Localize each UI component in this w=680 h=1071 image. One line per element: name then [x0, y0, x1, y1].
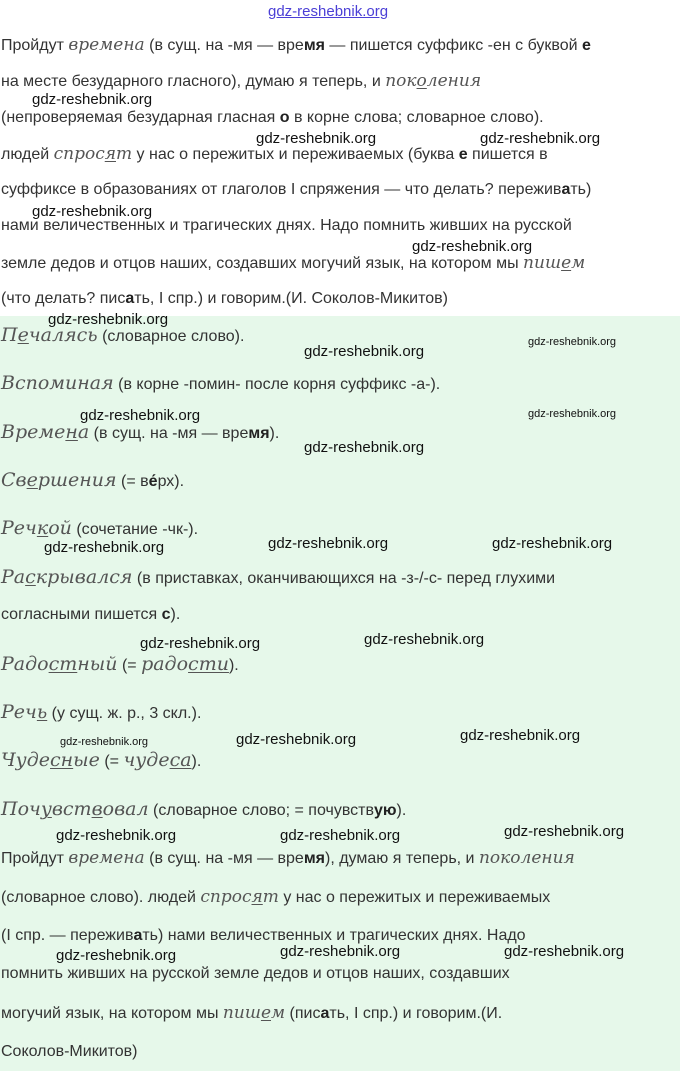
word-item: Времена (в сущ. на -мя — время). [1, 421, 280, 443]
watermark: gdz-reshebnik.org [44, 539, 165, 556]
text-line: (что делать? писать, I спр.) и говорим.(И. Соколов-Микитов) [1, 290, 448, 307]
watermark: gdz-reshebnik.org [268, 535, 389, 552]
word-item: Свершения (= ве́рх). [1, 469, 185, 491]
text-line: (словарное слово). людей спросят у нас о пережитых и переживаемых [1, 887, 551, 907]
watermark: gdz-reshebnik.org [504, 943, 625, 960]
watermark: gdz-reshebnik.org [412, 238, 533, 255]
text-line: Пройдут времена (в сущ. на -мя — время), думаю я теперь, и поколения [1, 848, 575, 868]
word-item: Речкой (сочетание -чк-). [1, 517, 199, 539]
watermark: gdz-reshebnik.org [256, 130, 377, 147]
word-item: Чудесные (= чудеса). [1, 749, 202, 771]
word-item: Радостный (= радости). [1, 653, 239, 675]
watermark: gdz-reshebnik.org [140, 635, 261, 652]
word-item: Речь (у сущ. ж. р., 3 скл.). [1, 701, 202, 723]
watermark: gdz-reshebnik.org [32, 91, 153, 108]
text-line: земле дедов и отцов наших, создавших могучий язык, на котором мы пишем [1, 253, 586, 273]
watermark: gdz-reshebnik.org [236, 731, 357, 748]
watermark: gdz-reshebnik.org [304, 439, 425, 456]
word-item: Почувствовал (словарное слово; = почувствую). [1, 798, 407, 820]
watermark: gdz-reshebnik.org [56, 947, 177, 964]
site-link[interactable]: gdz-reshebnik.org [268, 3, 389, 20]
watermark: gdz-reshebnik.org [504, 823, 625, 840]
text-line: (I спр. — переживать) нами величественных и трагических днях. Надо [1, 927, 526, 944]
text-line: Соколов-Микитов) [1, 1043, 138, 1060]
word-item-cont: согласными пишется с). [1, 606, 181, 623]
watermark: gdz-reshebnik.org [56, 827, 177, 844]
text-line: помнить живших на русской земле дедов и отцов наших, создавших [1, 965, 510, 982]
watermark: gdz-reshebnik.org [460, 727, 581, 744]
watermark: gdz-reshebnik.org [60, 736, 149, 748]
watermark: gdz-reshebnik.org [528, 336, 617, 348]
watermark: gdz-reshebnik.org [80, 407, 201, 424]
watermark: gdz-reshebnik.org [528, 408, 617, 420]
watermark: gdz-reshebnik.org [280, 943, 401, 960]
text-line: могучий язык, на котором мы пишем (писать, I спр.) и говорим.(И. [1, 1003, 503, 1023]
text-line: людей спросят у нас о пережитых и переживаемых (буква е пишется в [1, 144, 548, 164]
text-line: Пройдут времена (в сущ. на -мя — время — пишется суффикс -ен с буквой е [1, 35, 591, 55]
watermark: gdz-reshebnik.org [304, 343, 425, 360]
watermark: gdz-reshebnik.org [492, 535, 613, 552]
word-item: Вспоминая (в корне -помин- после корня суффикс -а-). [1, 372, 441, 394]
watermark: gdz-reshebnik.org [32, 203, 153, 220]
word-item: Печалясь (словарное слово). [1, 324, 245, 346]
watermark: gdz-reshebnik.org [364, 631, 485, 648]
word-item: Раскрывался (в приставках, оканчивающихся на -з-/-с- перед глухими [1, 566, 556, 588]
watermark: gdz-reshebnik.org [48, 311, 169, 328]
watermark: gdz-reshebnik.org [480, 130, 601, 147]
text-line: суффиксе в образованиях от глаголов I спряжения — что делать? переживать) [1, 181, 592, 198]
watermark: gdz-reshebnik.org [280, 827, 401, 844]
text-line: нами величественных и трагических днях. Надо помнить живших на русской [1, 217, 572, 234]
text-line: (непроверяемая безударная гласная о в корне слова; словарное слово). [1, 109, 544, 126]
text-line: на месте безударного гласного), думаю я теперь, и поколения [1, 71, 482, 91]
